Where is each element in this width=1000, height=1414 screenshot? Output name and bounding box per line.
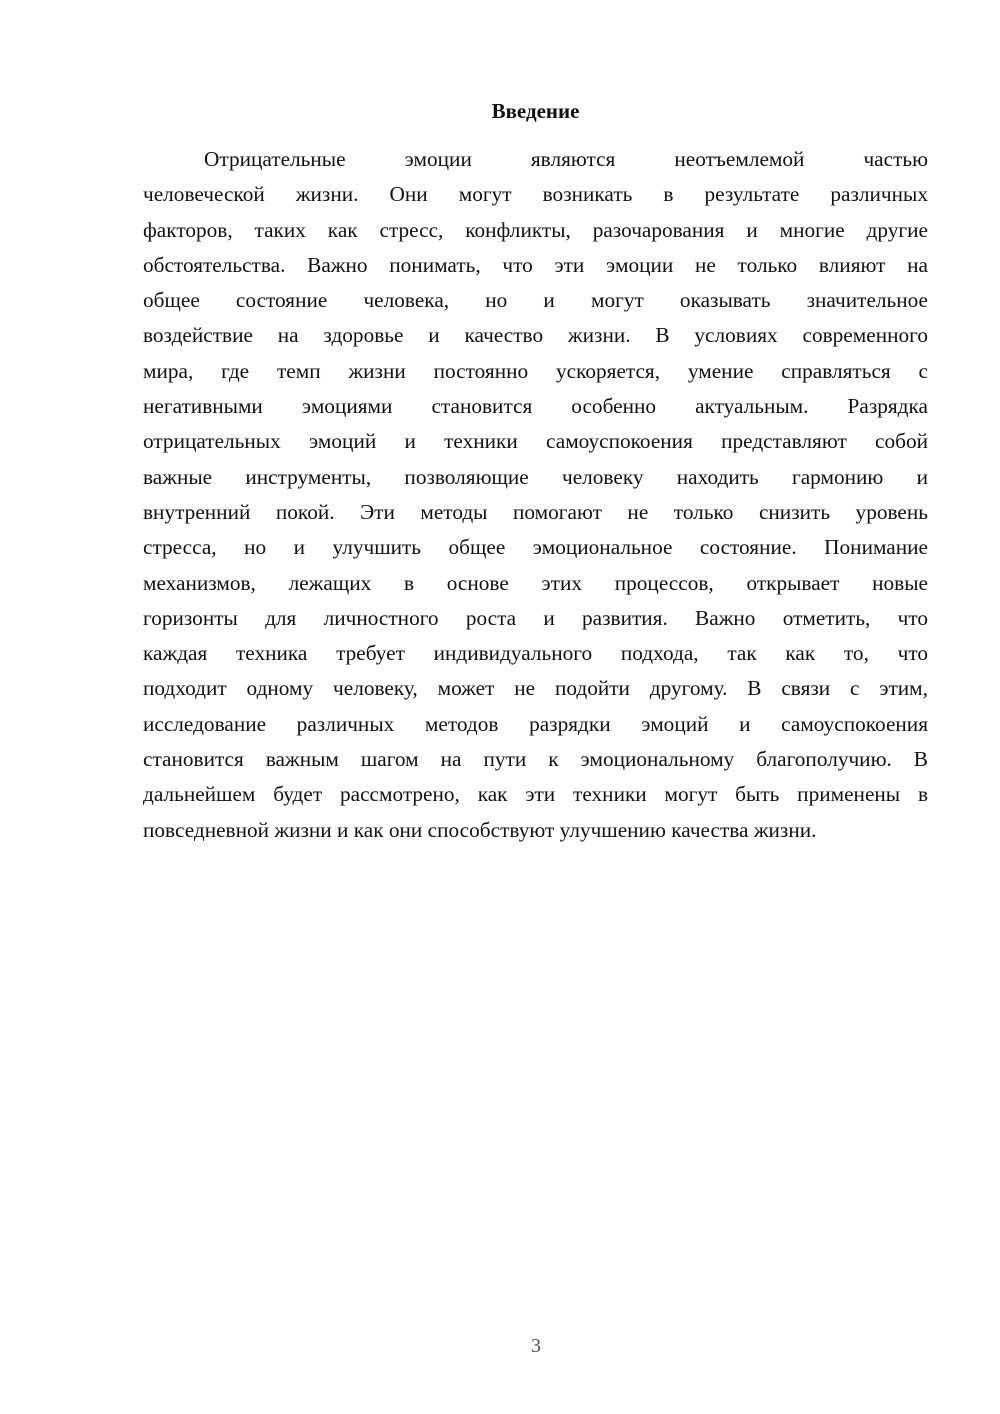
paragraph-line: негативными эмоциями становится особенно актуальным. Разрядка	[143, 394, 928, 419]
paragraph-line: подходит одному человеку, может не подойти другому. В связи с этим,	[143, 676, 928, 701]
paragraph-line: важные инструменты, позволяющие человеку находить гармонию и	[143, 464, 928, 489]
paragraph-line: исследование различных методов разрядки эмоций и самоуспокоения	[143, 711, 928, 736]
paragraph-line: дальнейшем будет рассмотрено, как эти техники могут быть применены в	[143, 782, 928, 807]
page-title: Введение	[491, 99, 580, 123]
paragraph-line: горизонты для личностного роста и развития. Важно отметить, что	[143, 605, 928, 630]
paragraph-line: механизмов, лежащих в основе этих процессов, открывает новые	[143, 570, 928, 595]
paragraph-line: отрицательных эмоций и техники самоуспокоения представляют собой	[143, 429, 928, 454]
page-number: 3	[531, 1335, 541, 1357]
paragraph-line: воздействие на здоровье и качество жизни. В условиях современного	[143, 323, 928, 348]
paragraph-line: мира, где темп жизни постоянно ускоряется, умение справляться с	[143, 358, 928, 383]
paragraph-line: общее состояние человека, но и могут оказывать значительное	[143, 288, 928, 313]
paragraph-line: внутренний покой. Эти методы помогают не только снизить уровень	[143, 499, 928, 524]
paragraph-line: становится важным шагом на пути к эмоциональному благополучию. В	[143, 747, 928, 772]
paragraph-line: обстоятельства. Важно понимать, что эти эмоции не только влияют на	[143, 252, 928, 277]
paragraph-line: каждая техника требует индивидуального подхода, так как то, что	[143, 641, 928, 666]
paragraph-line: Отрицательные эмоции являются неотъемлемой частью	[204, 147, 928, 171]
body-paragraph	[143, 142, 928, 848]
heading-container	[143, 97, 928, 125]
paragraph-line: стресса, но и улучшить общее эмоциональное состояние. Понимание	[143, 535, 928, 560]
paragraph-line: факторов, таких как стресс, конфликты, разочарования и многие другие	[143, 217, 928, 242]
paragraph-line: повседневной жизни и как они способствуют улучшению качества жизни.	[143, 817, 817, 842]
paragraph-line: человеческой жизни. Они могут возникать в результате различных	[143, 182, 928, 207]
